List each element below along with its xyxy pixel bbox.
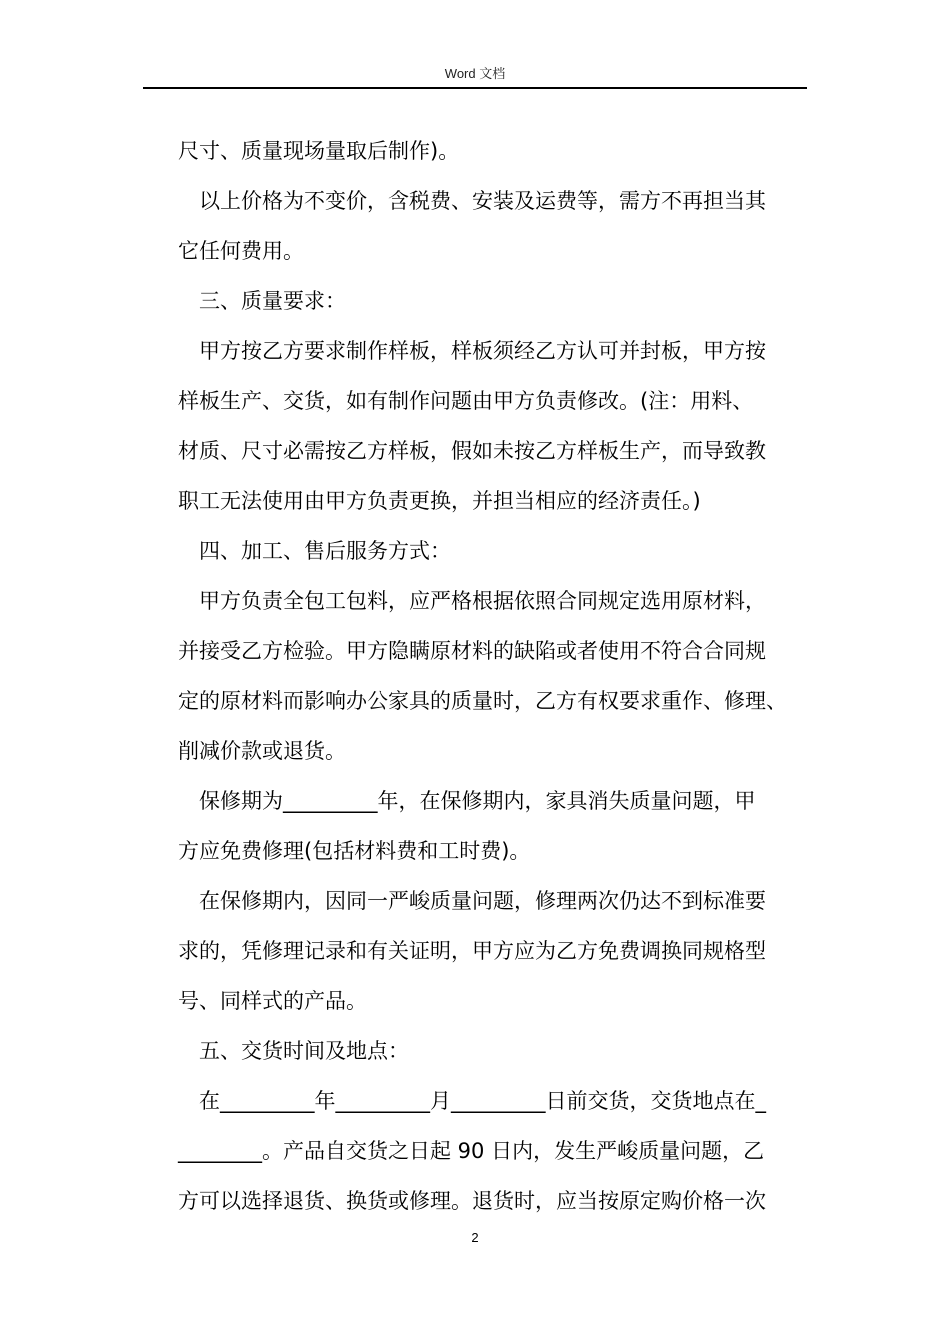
text-line: 材质、尺寸必需按乙方样板，假如未按乙方样板生产，而导致教: [178, 439, 766, 463]
text-line: 方应免费修理(包括材料费和工时费)。: [178, 839, 531, 863]
text-line: 定的原材料而影响办公家具的质量时，乙方有权要求重作、修理、: [178, 689, 787, 713]
text-line: 在_________年_________月_________日前交货，交货地点在_: [199, 1089, 766, 1113]
text-line: 以上价格为不变价，含税费、安装及运费等，需方不再担当其: [199, 189, 766, 213]
text-line: 甲方负责全包工包料，应严格根据依照合同规定选用原材料，: [199, 589, 766, 613]
section-heading: 五、交货时间及地点：: [199, 1039, 409, 1063]
section-heading: 三、质量要求：: [199, 289, 346, 313]
text-line: 方可以选择退货、换货或修理。退货时，应当按原定购价格一次: [178, 1189, 766, 1213]
text-line: ________。产品自交货之日起 90 日内，发生严峻质量问题，乙: [178, 1139, 765, 1163]
text-line: 号、同样式的产品。: [178, 989, 367, 1013]
text-line: 尺寸、质量现场量取后制作)。: [178, 139, 460, 163]
text-line: 它任何费用。: [178, 239, 304, 263]
page-header: Word 文档: [444, 66, 506, 81]
page-number: 2: [471, 1230, 479, 1245]
text-line: 保修期为_________年，在保修期内，家具消失质量问题，甲: [199, 789, 756, 813]
text-line: 甲方按乙方要求制作样板，样板须经乙方认可并封板，甲方按: [199, 339, 766, 363]
text-line: 求的，凭修理记录和有关证明，甲方应为乙方免费调换同规格型: [178, 939, 766, 963]
text-line: 样板生产、交货，如有制作问题由甲方负责修改。(注：用料、: [178, 389, 754, 413]
text-line: 职工无法使用由甲方负责更换，并担当相应的经济责任。): [178, 489, 701, 513]
text-line: 并接受乙方检验。甲方隐瞒原材料的缺陷或者使用不符合合同规: [178, 639, 766, 663]
section-heading: 四、加工、售后服务方式：: [199, 539, 451, 563]
text-line: 在保修期内，因同一严峻质量问题，修理两次仍达不到标准要: [199, 889, 766, 913]
text-line: 削减价款或退货。: [178, 739, 346, 763]
